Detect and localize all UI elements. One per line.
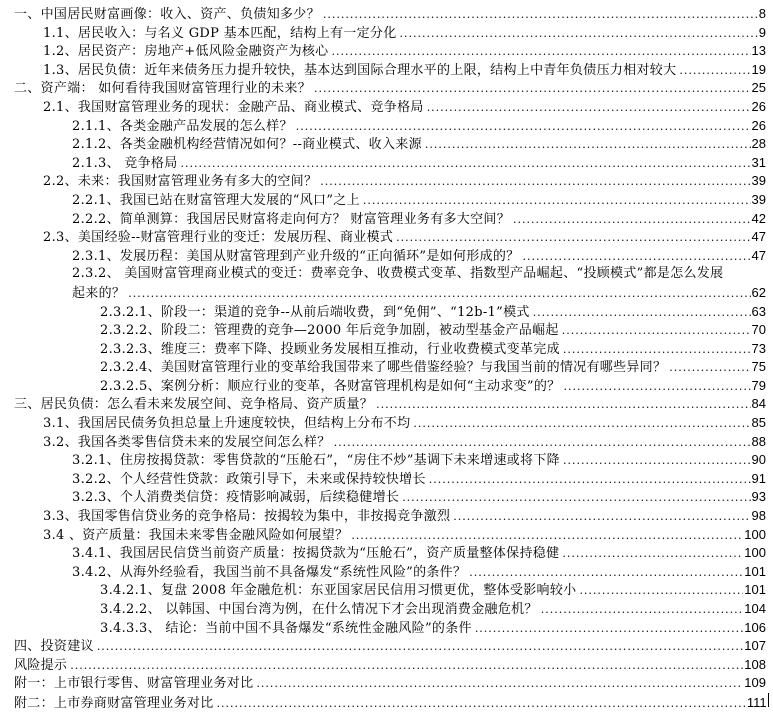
toc-entry-title: 3.4.1、我国居民信贷当前资产质量：按揭贷款为“压舱石”，资产质量整体保持稳健 bbox=[72, 546, 560, 562]
toc-page-number: 85 bbox=[751, 415, 766, 431]
toc-entry-title: 3.2.1、住房按揭贷款：零售贷款的“压舱石”，“房住不炒”基调下未来增速或将下降 bbox=[72, 453, 560, 469]
toc-entry-title: 2.3.1、发展历程：美国从财富管理到产业升级的“正向循环”是如何形成的？ bbox=[72, 248, 520, 264]
dot-leader bbox=[331, 43, 750, 62]
toc-entry[interactable] bbox=[0, 507, 773, 526]
toc-entry[interactable] bbox=[0, 488, 773, 507]
toc-entry[interactable] bbox=[0, 42, 773, 61]
dot-leader bbox=[351, 527, 743, 546]
dot-leader bbox=[679, 62, 750, 81]
toc-page-number: 75 bbox=[751, 359, 766, 375]
dot-leader bbox=[181, 155, 751, 174]
toc-entry-title: 3.3、我国零售信贷业务的竞争格局：按揭较为集中，非按揭竞争激烈 bbox=[43, 509, 451, 525]
toc-entry[interactable] bbox=[0, 79, 773, 98]
dot-leader bbox=[563, 452, 751, 471]
toc-entry-title: 2.3.2、 美国财富管理商业模式的变迁：费率竞争、收费模式变革、指数型产品崛起、“投顾模式”都是怎么发展 bbox=[72, 266, 724, 282]
toc-page-number: 98 bbox=[751, 508, 766, 524]
toc-page-number: 73 bbox=[751, 340, 766, 356]
toc-entry[interactable] bbox=[0, 5, 773, 24]
toc-entry[interactable] bbox=[0, 637, 773, 656]
dot-leader bbox=[413, 415, 750, 434]
dot-leader bbox=[562, 322, 751, 341]
toc-entry[interactable] bbox=[0, 433, 773, 452]
toc-page-number: 106 bbox=[744, 619, 766, 635]
toc-entry-title: 3.1、我国居民债务负担总量上升速度较快，但结构上分布不均 bbox=[43, 416, 411, 432]
toc-entry-title: 附二：上市券商财富管理业务对比 bbox=[14, 695, 214, 711]
toc-entry-title: 3.2、我国各类零售信贷未来的发展空间怎么样？ bbox=[43, 434, 331, 450]
toc-page-number: 108 bbox=[744, 656, 766, 672]
toc-page-number: 101 bbox=[744, 582, 766, 598]
toc-page-number: 84 bbox=[751, 396, 766, 412]
toc-entry-title: 3.4.2.2、 以韩国、中国台湾为例，在什么情况下才会出现消费金融危机？ bbox=[100, 602, 538, 617]
toc-entry[interactable] bbox=[0, 377, 773, 396]
toc-entry[interactable] bbox=[0, 265, 773, 284]
toc-entry-title: 风险提示 bbox=[14, 657, 68, 673]
toc-entry[interactable] bbox=[0, 172, 773, 191]
dot-leader bbox=[256, 675, 743, 694]
toc-page-number: 91 bbox=[751, 470, 766, 486]
toc-entry-continuation[interactable] bbox=[0, 284, 773, 303]
dot-leader bbox=[217, 695, 746, 714]
toc-entry-title: 2.1、我国财富管理业务的现状：金融产品、商业模式、竞争格局 bbox=[43, 99, 424, 115]
toc-entry[interactable] bbox=[0, 321, 773, 340]
dot-leader bbox=[314, 80, 750, 99]
toc-entry-title: 三、居民负债：怎么看未来发展空间、竞争格局、资产质量？ bbox=[14, 397, 374, 413]
toc-entry-title: 2.1.3、 竞争格局 bbox=[72, 155, 178, 171]
toc-page-number: 90 bbox=[751, 452, 766, 468]
toc-entry-title: 2.3.2.1、阶段一：渠道的竞争--从前后端收费，到“免佣”、“12b-1”模式 bbox=[100, 304, 530, 320]
dot-leader bbox=[475, 620, 743, 639]
dot-leader bbox=[376, 396, 750, 415]
dot-leader bbox=[469, 564, 743, 583]
toc-entry-title: 3.2.3、个人消费类信贷：疫情影响减弱，后续稳健增长 bbox=[72, 490, 400, 506]
toc-page-number: 47 bbox=[751, 247, 766, 263]
toc-page-number: 28 bbox=[751, 136, 766, 152]
toc-entry-title: 1.2、居民资产：房地产+低风险金融资产为核心 bbox=[43, 44, 329, 60]
toc-entry[interactable] bbox=[0, 210, 773, 229]
toc-entry[interactable] bbox=[0, 693, 773, 712]
dot-leader bbox=[296, 118, 751, 137]
dot-leader bbox=[429, 471, 751, 490]
toc-page-number: 70 bbox=[751, 322, 766, 338]
toc-entry-title: 2.2、未来：我国财富管理业务有多大的空间？ bbox=[43, 174, 318, 190]
toc-page-number: 100 bbox=[744, 545, 766, 561]
toc-entry[interactable] bbox=[0, 451, 773, 470]
toc-page-number: 19 bbox=[751, 61, 766, 77]
toc-entry-title: 2.3.2.2、阶段二：管理费的竞争—2000 年后竞争加剧，被动型基金产品崛起 bbox=[100, 323, 559, 339]
toc-page-number: 101 bbox=[744, 563, 766, 579]
toc-page-number: 47 bbox=[751, 229, 766, 245]
toc-entry[interactable] bbox=[0, 228, 773, 247]
dot-leader bbox=[402, 489, 750, 508]
toc-entry[interactable] bbox=[0, 358, 773, 377]
toc-entry-title: 3.4.3.3、 结论：当前中国不具备爆发“系统性金融风险”的条件 bbox=[100, 620, 472, 636]
toc-entry-title: 2.3.2.3、维度三：费率下降、投顾业务发展相互推动，行业收费模式变革完成 bbox=[100, 341, 560, 357]
toc-page-number: 8 bbox=[758, 6, 766, 21]
toc-entry-title: 四、投资建议 bbox=[14, 639, 94, 655]
toc-entry-title: 1.1、居民收入：与名义 GDP 基本匹配，结构上有一定分化 bbox=[43, 25, 397, 41]
toc-entry[interactable] bbox=[0, 395, 773, 414]
toc-entry-title-continuation: 起来的？ bbox=[72, 285, 126, 301]
toc-entry[interactable] bbox=[0, 98, 773, 117]
toc-entry[interactable] bbox=[0, 117, 773, 136]
toc-entry-title: 3.4.2、从海外经验看，我国当前不具备爆发“系统性风险”的条件？ bbox=[72, 564, 467, 580]
toc-entry-title: 2.3.2.5、案例分析：顺应行业的变革，各财富管理机构是如何“主动求变”的？ bbox=[100, 378, 561, 394]
dot-leader bbox=[400, 25, 758, 44]
toc-entry-title: 2.3、美国经验--财富管理行业的变迁：发展历程、商业模式 bbox=[43, 230, 394, 246]
toc-entry[interactable] bbox=[0, 656, 773, 675]
toc-entry[interactable] bbox=[0, 563, 773, 582]
dot-leader bbox=[453, 508, 750, 527]
toc-page-number: 26 bbox=[751, 117, 766, 133]
toc-page-number: 63 bbox=[751, 303, 766, 319]
toc-page-number: 93 bbox=[751, 489, 766, 505]
toc-page-number: 88 bbox=[751, 433, 766, 449]
toc-entry[interactable] bbox=[0, 247, 773, 266]
toc-entry[interactable] bbox=[0, 674, 773, 693]
toc-page-number: 109 bbox=[744, 675, 766, 691]
toc-entry-title: 二、资产端： 如何看待我国财富管理行业的未来？ bbox=[14, 81, 312, 97]
toc-page-number: 39 bbox=[751, 173, 766, 189]
toc-entry[interactable] bbox=[0, 414, 773, 433]
dot-leader bbox=[579, 582, 743, 601]
toc-entry[interactable] bbox=[0, 303, 773, 322]
toc-entry[interactable] bbox=[0, 544, 773, 563]
dot-leader bbox=[128, 285, 750, 304]
toc-page-number: 31 bbox=[751, 154, 766, 170]
dot-leader bbox=[363, 192, 751, 211]
toc-page-number: 42 bbox=[751, 210, 766, 226]
toc-page-number: 62 bbox=[751, 284, 766, 300]
toc-entry-title: 2.1.2、各类金融机构经营情况如何？--商业模式、收入来源 bbox=[72, 137, 422, 153]
toc-entry[interactable] bbox=[0, 24, 773, 43]
toc-entry-title: 2.2.1、我国已站在财富管理大发展的“风口”之上 bbox=[72, 192, 360, 208]
dot-leader bbox=[425, 136, 751, 155]
dot-leader bbox=[563, 378, 750, 397]
dot-leader bbox=[70, 657, 743, 676]
dot-leader bbox=[427, 99, 751, 118]
dot-leader bbox=[320, 173, 750, 192]
toc-entry[interactable] bbox=[0, 526, 773, 545]
toc-entry[interactable] bbox=[0, 61, 773, 80]
toc-entry-title: 3.4 、资产质量：我国未来零售金融风险如何展望？ bbox=[43, 527, 349, 543]
toc-entry-title: 1.3、居民负债：近年来债务压力提升较快，基本达到国际合理水平的上限，结构上中青年负债压力相对较大 bbox=[43, 62, 677, 78]
dot-leader bbox=[97, 638, 743, 657]
toc-entry-title: 3.2.2、个人经营性贷款：政策引导下，未来或保持较快增长 bbox=[72, 471, 426, 487]
toc-entry[interactable] bbox=[0, 581, 773, 600]
dot-leader bbox=[513, 211, 751, 230]
toc-page-number: 79 bbox=[751, 377, 766, 393]
dot-leader bbox=[533, 304, 751, 323]
dot-leader bbox=[323, 6, 758, 25]
toc-page-number: 111 bbox=[746, 694, 767, 710]
toc-entry[interactable] bbox=[0, 600, 773, 619]
dot-leader bbox=[396, 229, 750, 248]
toc-page-number: 26 bbox=[751, 98, 766, 114]
toc-entry[interactable] bbox=[0, 191, 773, 210]
toc-page-number: 9 bbox=[758, 24, 766, 40]
dot-leader bbox=[562, 545, 743, 564]
dot-leader bbox=[563, 341, 751, 360]
toc-page-number: 104 bbox=[744, 601, 766, 616]
toc-entry-title: 2.2.2、简单测算：我国居民财富将走向何方？ 财富管理业务有多大空间？ bbox=[72, 211, 511, 227]
toc-page-number: 39 bbox=[751, 191, 766, 207]
table-of-contents bbox=[0, 5, 773, 712]
dot-leader bbox=[541, 601, 744, 620]
toc-entry[interactable] bbox=[0, 135, 773, 154]
toc-page-number: 107 bbox=[744, 638, 766, 654]
toc-page-number: 25 bbox=[751, 80, 766, 96]
toc-entry-title: 2.3.2.4、美国财富管理行业的变革给我国带来了哪些借鉴经验？与我国当前的情况有哪些异同？ bbox=[100, 360, 667, 376]
toc-entry[interactable] bbox=[0, 619, 773, 638]
toc-entry-title: 一、中国居民财富画像：收入、资产、负债知多少？ bbox=[14, 7, 320, 22]
dot-leader bbox=[334, 434, 751, 453]
toc-entry[interactable] bbox=[0, 154, 773, 173]
toc-entry-title: 3.4.2.1、复盘 2008 年金融危机：东亚国家居民信用习惯更优，整体受影响较小 bbox=[100, 583, 577, 599]
toc-entry[interactable] bbox=[0, 470, 773, 489]
dot-leader bbox=[522, 248, 750, 267]
toc-page-number: 100 bbox=[744, 526, 766, 542]
dot-leader bbox=[669, 359, 750, 378]
toc-entry-title: 2.1.1、各类金融产品发展的怎么样？ bbox=[72, 118, 293, 134]
toc-page-number: 13 bbox=[751, 43, 766, 59]
toc-entry[interactable] bbox=[0, 340, 773, 359]
toc-entry-title: 附一：上市银行零售、财富管理业务对比 bbox=[14, 676, 254, 692]
